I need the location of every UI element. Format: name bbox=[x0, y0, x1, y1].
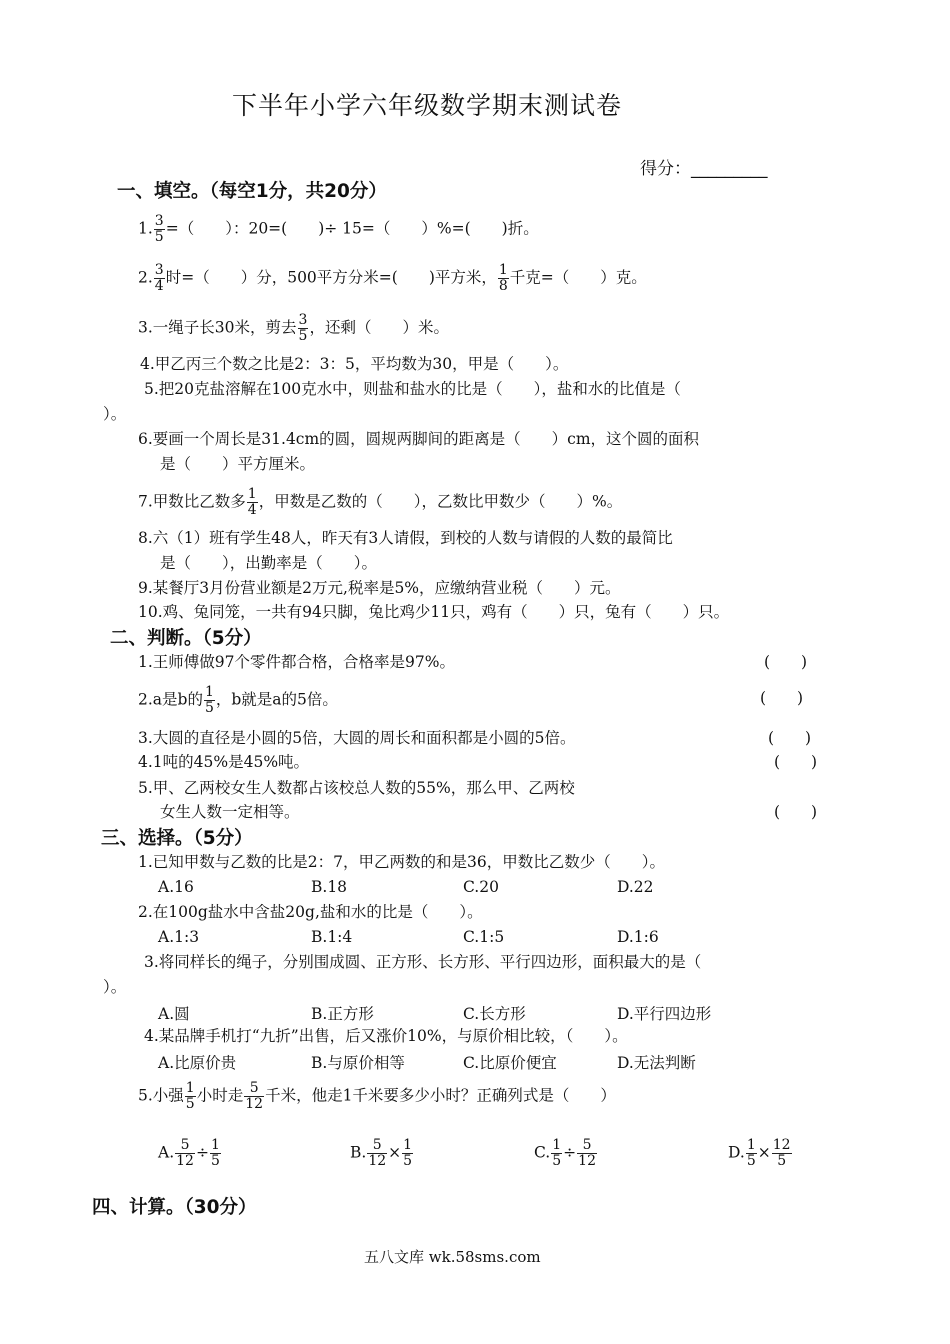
q3-post: ，还剩（ ）米。 bbox=[309, 318, 449, 337]
choice-q2-option-d[interactable]: D.1:6 bbox=[617, 928, 659, 946]
q1-text: =（ ）：20=( )÷ 15=（ ）%=( )折。 bbox=[165, 219, 539, 238]
judge-q1-bracket: ( ) bbox=[764, 653, 808, 671]
choice-q3-option-d[interactable]: D.平行四边形 bbox=[617, 1005, 712, 1023]
score-label: 得分： bbox=[640, 159, 691, 179]
judge-q2 bbox=[138, 685, 338, 716]
fill-q8-line2: 是（ ），出勤率是（ ）。 bbox=[160, 554, 378, 572]
fraction: $\frac{1}{5}$ bbox=[746, 1137, 756, 1169]
q1-number: 1. bbox=[138, 219, 153, 238]
choice-q5-option-d[interactable] bbox=[728, 1138, 793, 1169]
fraction: $\frac{3}{4}$ bbox=[154, 262, 164, 294]
judge-q5-line2: 女生人数一定相等。 bbox=[160, 803, 300, 821]
operator: ÷ bbox=[195, 1143, 209, 1162]
fraction: $\frac{1}{5}$ bbox=[204, 684, 214, 716]
option-label: C. bbox=[534, 1143, 551, 1162]
choice-q4: 4.某品牌手机打“九折”出售，后又涨价10%，与原价相比较，（ ）。 bbox=[144, 1027, 628, 1045]
choice-q1-option-a[interactable]: A.16 bbox=[158, 878, 194, 896]
choice-q5-option-b[interactable] bbox=[350, 1138, 414, 1169]
option-label: B. bbox=[350, 1143, 367, 1162]
fill-q9: 9.某餐厅3月份营业额是2万元,税率是5%，应缴纳营业税（ ）元。 bbox=[138, 579, 621, 597]
choice-q5-pre: 5.小强 bbox=[138, 1086, 184, 1105]
q7-post: ，甲数是乙数的（ ），乙数比甲数少（ ）%。 bbox=[258, 492, 623, 511]
fill-q7 bbox=[138, 487, 622, 518]
fill-q10: 10.鸡、兔同笼，一共有94只脚，兔比鸡少11只，鸡有（ ）只，兔有（ ）只。 bbox=[138, 603, 730, 621]
fill-q5-line1: 5.把20克盐溶解在100克水中，则盐和盐水的比是（ ），盐和水的比值是（ bbox=[144, 380, 681, 398]
choice-q4-option-b[interactable]: B.与原价相等 bbox=[311, 1054, 405, 1072]
choice-q1: 1.已知甲数与乙数的比是2：7，甲乙两数的和是36，甲数比乙数少（ ）。 bbox=[138, 853, 665, 871]
choice-q3-line1: 3.将同样长的绳子，分别围成圆、正方形、长方形、平行四边形，面积最大的是（ bbox=[144, 953, 702, 971]
choice-q2: 2.在100g盐水中含盐20g,盐和水的比是（ ）。 bbox=[138, 903, 483, 921]
q7-pre: 7.甲数比乙数多 bbox=[138, 492, 246, 511]
fraction: $\frac{1}{5}$ bbox=[210, 1137, 220, 1169]
section-2-heading: 二、判断。（5分） bbox=[110, 628, 262, 649]
choice-q5 bbox=[138, 1081, 616, 1112]
fill-q3 bbox=[138, 313, 449, 344]
choice-q1-option-c[interactable]: C.20 bbox=[463, 878, 499, 896]
fill-q2 bbox=[138, 263, 647, 294]
section-4-heading: 四、计算。（30分） bbox=[92, 1197, 257, 1218]
judge-q4: 4.1吨的45%是45%吨。 bbox=[138, 753, 310, 771]
choice-q5-option-c[interactable] bbox=[534, 1138, 598, 1169]
fraction: $\frac{1}{5}$ bbox=[403, 1137, 413, 1169]
choice-q1-option-b[interactable]: B.18 bbox=[311, 878, 348, 896]
option-label: D. bbox=[728, 1143, 745, 1162]
q2-text-2: 千克=（ ）克。 bbox=[509, 268, 647, 287]
judge-q2-post: ，b就是a的5倍。 bbox=[215, 690, 338, 709]
choice-q5-post: 千米，他走1千米要多少小时？正确列式是（ ） bbox=[265, 1086, 616, 1105]
choice-q2-option-a[interactable]: A.1:3 bbox=[158, 928, 200, 946]
choice-q4-option-a[interactable]: A.比原价贵 bbox=[158, 1054, 237, 1072]
fill-q5-line2: ）。 bbox=[103, 405, 127, 423]
judge-q2-bracket: ( ) bbox=[760, 689, 804, 707]
choice-q3-line2: ）。 bbox=[103, 978, 127, 996]
fraction: $\frac{1}{8}$ bbox=[498, 262, 508, 294]
choice-q5-option-a[interactable] bbox=[158, 1138, 222, 1169]
section-3-heading: 三、选择。（5分） bbox=[101, 828, 253, 849]
q2-text-1: 时=（ ）分，500平方分米=( )平方米， bbox=[165, 268, 497, 287]
fraction: $\frac{3}{5}$ bbox=[154, 213, 164, 245]
choice-q3-option-b[interactable]: B.正方形 bbox=[311, 1005, 374, 1023]
choice-q2-option-b[interactable]: B.1:4 bbox=[311, 928, 353, 946]
fill-q8-line1: 8.六（1）班有学生48人，昨天有3人请假，到校的人数与请假的人数的最简比 bbox=[138, 529, 673, 547]
choice-q3-option-a[interactable]: A.圆 bbox=[158, 1005, 190, 1023]
judge-q3: 3.大圆的直径是小圆的5倍，大圆的周长和面积都是小圆的5倍。 bbox=[138, 729, 576, 747]
fill-q6-line1: 6.要画一个周长是31.4cm的圆，圆规两脚间的距离是（ ）cm，这个圆的面积 bbox=[138, 430, 700, 448]
judge-q4-bracket: ( ) bbox=[774, 753, 818, 771]
q3-pre: 3.一绳子长30米，剪去 bbox=[138, 318, 297, 337]
judge-q3-bracket: ( ) bbox=[768, 729, 812, 747]
section-1-heading: 一、填空。（每空1分，共20分） bbox=[117, 181, 387, 202]
judge-q5-bracket: ( ) bbox=[774, 803, 818, 821]
fill-q4: 4.甲乙丙三个数之比是2：3：5，平均数为30，甲是（ ）。 bbox=[140, 355, 569, 373]
fraction: $\frac{3}{5}$ bbox=[298, 312, 308, 344]
fraction: $\frac{1}{5}$ bbox=[552, 1137, 562, 1169]
judge-q1: 1.王师傅做97个零件都合格，合格率是97%。 bbox=[138, 653, 455, 671]
fraction: $\frac{5}{12}$ bbox=[368, 1137, 387, 1169]
fraction: $\frac{1}{5}$ bbox=[185, 1080, 195, 1112]
fill-q6-line2: 是（ ）平方厘米。 bbox=[160, 455, 316, 473]
choice-q4-option-d[interactable]: D.无法判断 bbox=[617, 1054, 696, 1072]
fraction: $\frac{5}{12}$ bbox=[578, 1137, 596, 1169]
fraction: $\frac{12}{5}$ bbox=[772, 1137, 791, 1169]
choice-q2-option-c[interactable]: C.1:5 bbox=[463, 928, 505, 946]
operator: ÷ bbox=[563, 1143, 577, 1162]
fraction: $\frac{5}{12}$ bbox=[176, 1137, 194, 1169]
operator: × bbox=[388, 1143, 402, 1162]
choice-q4-option-c[interactable]: C.比原价便宜 bbox=[463, 1054, 557, 1072]
operator: × bbox=[757, 1143, 771, 1162]
judge-q2-pre: 2.a是b的 bbox=[138, 690, 203, 709]
choice-q1-option-d[interactable]: D.22 bbox=[617, 878, 654, 896]
option-label: A. bbox=[158, 1143, 175, 1162]
choice-q5-mid: 小时走 bbox=[196, 1086, 244, 1105]
footer-watermark: 五八文库 wk.58sms.com bbox=[364, 1248, 541, 1266]
page-title: 下半年小学六年级数学期末测试卷 bbox=[232, 91, 623, 120]
fraction: $\frac{5}{12}$ bbox=[245, 1080, 264, 1112]
fraction: $\frac{1}{4}$ bbox=[247, 486, 257, 518]
q2-number: 2. bbox=[138, 268, 153, 287]
choice-q3-option-c[interactable]: C.长方形 bbox=[463, 1005, 526, 1023]
score-blank: _________ bbox=[691, 159, 768, 179]
judge-q5-line1: 5.甲、乙两校女生人数都占该校总人数的55%，那么甲、乙两校 bbox=[138, 779, 575, 797]
fill-q1 bbox=[138, 214, 539, 245]
score-field bbox=[640, 154, 768, 179]
